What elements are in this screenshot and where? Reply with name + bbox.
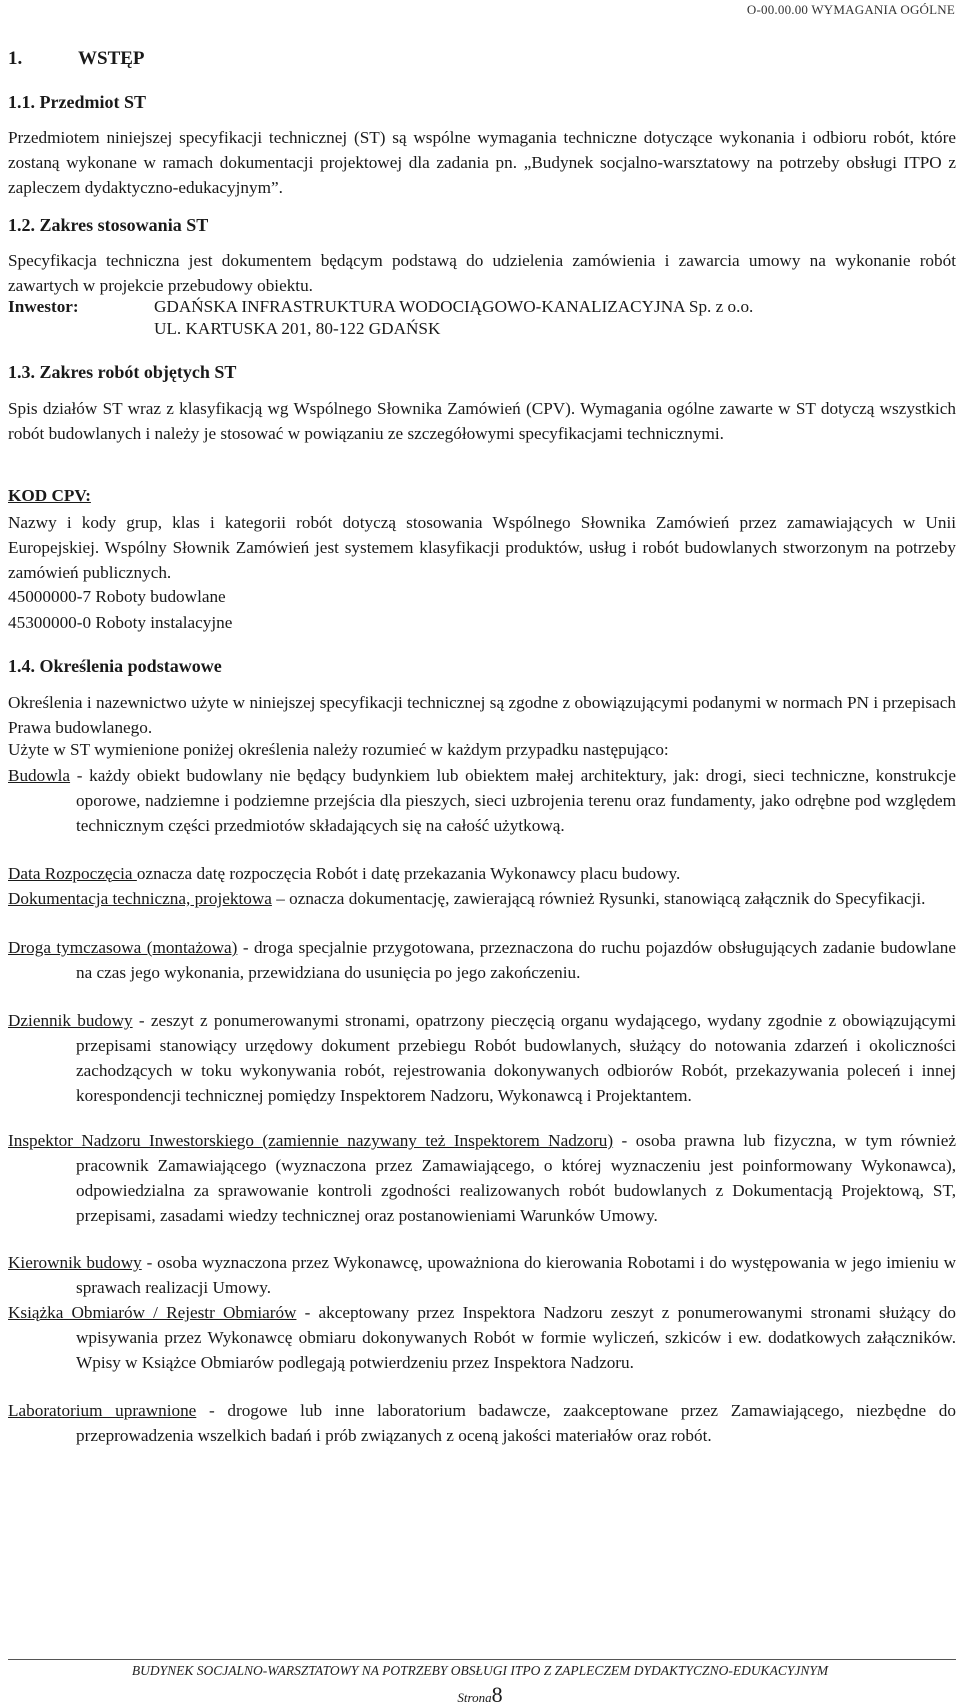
cpv-code-item: 45000000-7 Roboty budowlane xyxy=(8,587,226,606)
subsection-heading-1-4: 1.4. Określenia podstawowe xyxy=(8,656,222,676)
definition-text: – oznacza dokumentację, zawierającą również Rysunki, stanowiącą załącznik do Specyfikacji. xyxy=(271,889,926,908)
definition-item xyxy=(8,1398,956,1448)
definition-item xyxy=(8,763,956,838)
paragraph-okreslenia: Określenia i nazewnictwo użyte w niniejszej specyfikacji technicznej są zgodne z obowiązującymi podanymi w normach PN i przepisach Prawa budowlanego. xyxy=(8,693,956,737)
definition-term: Kierownik budowy xyxy=(8,1253,142,1272)
definition-term: Dziennik budowy xyxy=(8,1011,133,1030)
subsection-heading-1-3: 1.3. Zakres robót objętych ST xyxy=(8,362,237,382)
definition-item xyxy=(8,1128,956,1228)
definition-item xyxy=(8,1250,956,1300)
definition-item xyxy=(8,1008,956,1108)
section-title: WSTĘP xyxy=(78,48,145,69)
footer-text: BUDYNEK SOCJALNO-WARSZTATOWY NA POTRZEBY OBSŁUGI ITPO Z ZAPLECZEM DYDAKTYCZNO-EDUKACYJNYM xyxy=(131,1663,829,1678)
definition-text: - droga specjalnie przygotowana, przeznaczona do ruchu pojazdów obsługujących zadanie budowlane na czas jego wykonania, przewidziana do usunięcia po jego zakończeniu. xyxy=(76,938,956,982)
definition-term: Data Rozpoczęcia xyxy=(8,864,137,883)
subsection-heading-1-1: 1.1. Przedmiot ST xyxy=(8,92,146,112)
paragraph-okreslenia-intro: Użyte w ST wymienione poniżej określenia należy rozumieć w każdym przypadku następująco: xyxy=(8,740,669,759)
paragraph-cpv: Nazwy i kody grup, klas i kategorii robót dotyczą stosowania Wspólnego Słownika Zamówień przez zamawiających w Unii Europejskiej. Wspólny Słownik Zamówień jest systemem klasyfikacji produktów, usług i robót budowlanych stworzonym na potrzeby zamówień publicznych. xyxy=(8,513,956,582)
definition-term: Inspektor Nadzoru Inwestorskiego (zamiennie nazywany też Inspektorem Nadzoru) xyxy=(8,1131,614,1150)
page-number-label: Strona xyxy=(457,1690,492,1705)
definition-item xyxy=(8,935,956,985)
definition-term: Droga tymczasowa (montażowa) xyxy=(8,938,238,957)
cpv-code-label: KOD CPV: xyxy=(8,486,91,505)
definition-item xyxy=(8,1300,956,1375)
definition-text: - drogowe lub inne laboratorium badawcze, zaakceptowane przez Zamawiającego, niezbędne do przeprowadzenia wszelkich badań i prób związanych z oceną jakości materiałów oraz robót. xyxy=(76,1401,956,1445)
definition-text: - akceptowany przez Inspektora Nadzoru zeszyt z ponumerowanymi stronami służący do wpisywania przez Wykonawcę obmiaru dokonywanych Robót w formie wyliczeń, szkiców i ew. dodatkowych załączników. Wpisy w Książce Obmiarów podlegają potwierdzeniu przez Inspektora Nadzoru. xyxy=(76,1303,956,1372)
investor-name: GDAŃSKA INFRASTRUKTURA WODOCIĄGOWO-KANALIZACYJNA Sp. z o.o. xyxy=(154,297,754,316)
paragraph-zakres-robot: Spis działów ST wraz z klasyfikacją wg Wspólnego Słownika Zamówień (CPV). Wymagania ogólne zawarte w ST dotyczą wszystkich robót budowlanych i należy je stosować w powiązaniu ze szczegółowymi specyfikacjami technicznymi. xyxy=(8,399,956,443)
definition-text: - zeszyt z ponumerowanymi stronami, opatrzony pieczęcią organu wydającego, wydany zgodnie z obowiązującymi przepisami stanowiący urzędowy dokument przebiegu Robót budowlanych, służący do notowania zdarzeń i okoliczności zachodzących w toku wykonywania robót, rejestrowania dokonywanych odbiorów Robót, przekazywania poleceń i innej korespondencji technicznej pomiędzy Inspektorem Nadzoru, Wykonawcą i Projektantem. xyxy=(76,1011,956,1105)
investor-label: Inwestor: xyxy=(8,297,79,316)
paragraph-przedmiot: Przedmiotem niniejszej specyfikacji technicznej (ST) są wspólne wymagania techniczne dotyczące wykonania i odbioru robót, które zostaną wykonane w ramach dokumentacji projektowej dla zadania pn. „Budynek socjalno-warsztatowy na potrzeby obsługi ITPO z zapleczem dydaktyczno-edukacyjnym”. xyxy=(8,128,956,197)
definition-item xyxy=(8,886,956,911)
section-heading xyxy=(8,48,145,70)
cpv-code-item: 45300000-0 Roboty instalacyjne xyxy=(8,613,233,632)
page-number-value: 8 xyxy=(491,1682,503,1707)
definition-text: - każdy obiekt budowlany nie będący budynkiem lub obiektem małej architektury, jak: drogi, sieci techniczne, konstrukcje oporowe, nadziemne i podziemne przejścia dla pieszych, sieci uzbrojenia terenu oraz fundamenty, jako odrębne pod względem technicznym części przedmiotów składających się na całość użytkową. xyxy=(70,766,956,835)
definition-text: - osoba prawna lub fizyczna, w tym również pracownik Zamawiającego (wyznaczona przez Zamawiającego, o której wyznaczeniu jest poinformowany Wykonawca), odpowiedzialna za sprawowanie kontroli zgodności realizowanych robót budowlanych z Dokumentacją Projektową, ST, przepisami, zasadami wiedzy technicznej oraz postanowieniami Warunków Umowy. xyxy=(76,1131,956,1225)
definition-text: oznacza datę rozpoczęcia Robót i datę przekazania Wykonawcy placu budowy. xyxy=(136,864,681,883)
running-header: O-00.00.00 WYMAGANIA OGÓLNE xyxy=(746,2,955,17)
paragraph-zakres-stosowania: Specyfikacja techniczna jest dokumentem będącym podstawą do udzielenia zamówienia i zawarcia umowy na wykonanie robót zawartych w projekcie przebudowy obiektu. xyxy=(8,251,956,295)
investor-address: UL. KARTUSKA 201, 80-122 GDAŃSK xyxy=(154,319,441,338)
definition-term: Budowla xyxy=(8,766,71,785)
definition-term: Dokumentacja techniczna, projektowa xyxy=(8,889,272,908)
definition-text: - osoba wyznaczona przez Wykonawcę, upoważniona do kierowania Robotami i do występowania w jego imieniu w sprawach realizacji Umowy. xyxy=(76,1253,957,1297)
section-number: 1. xyxy=(8,48,23,69)
subsection-heading-1-2: 1.2. Zakres stosowania ST xyxy=(8,215,209,235)
definition-term: Laboratorium uprawnione xyxy=(8,1401,197,1420)
footer-divider xyxy=(8,1659,956,1660)
page-number xyxy=(0,1682,960,1708)
definition-item xyxy=(8,861,956,886)
definition-term: Książka Obmiarów / Rejestr Obmiarów xyxy=(8,1303,297,1322)
